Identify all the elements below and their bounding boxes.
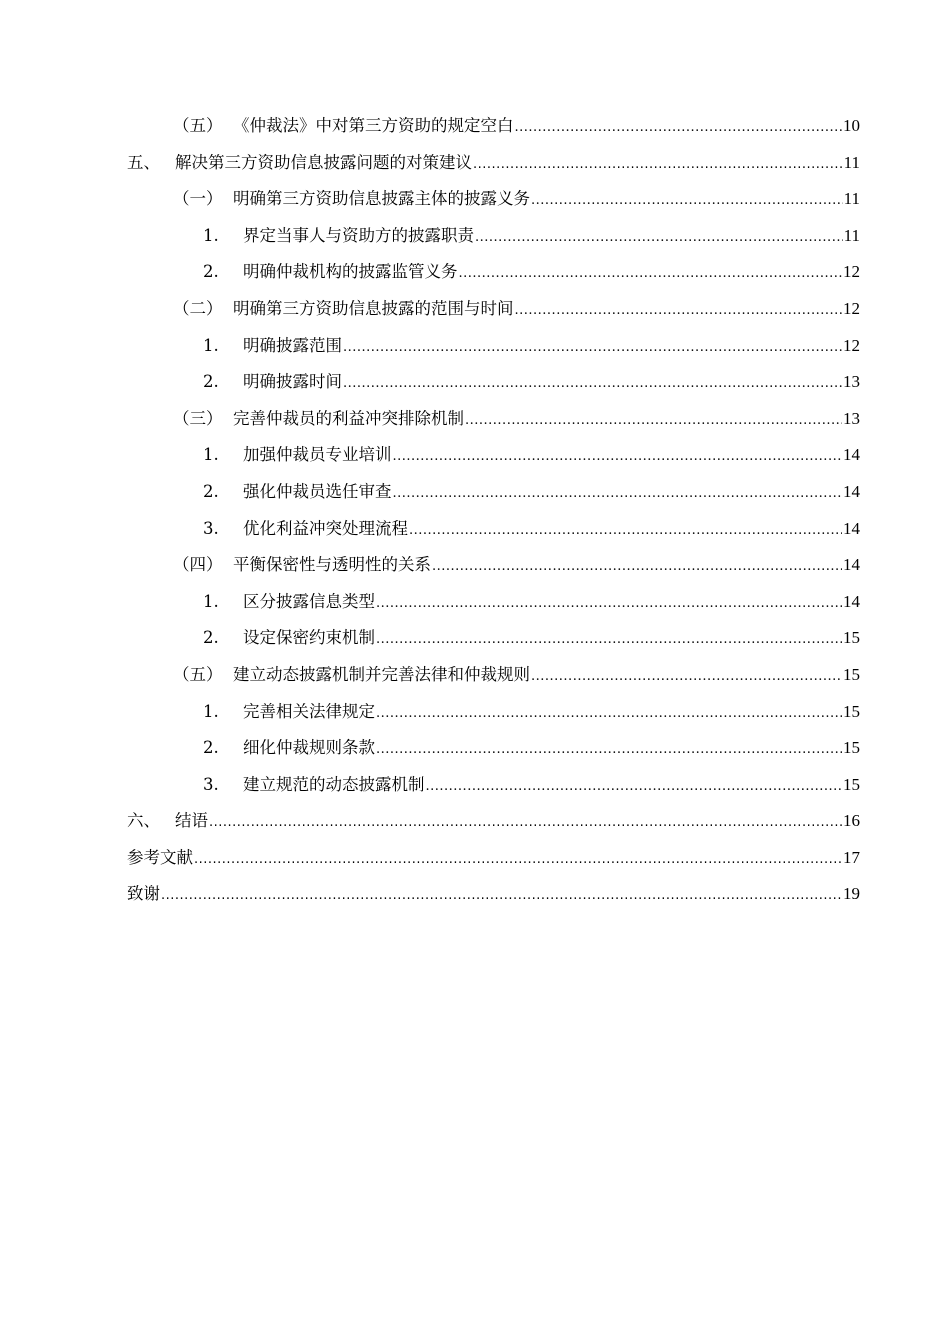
toc-entry-number: 1. [203, 225, 219, 245]
dot-leader [515, 110, 843, 147]
toc-entry-page: 12 [843, 335, 860, 355]
toc-entry-page: 14 [843, 555, 860, 575]
toc-entry-page: 12 [843, 298, 860, 318]
toc-entry-title: 参考文献 [127, 847, 193, 867]
toc-entry-number: 2. [203, 628, 219, 648]
toc-entry[interactable] [127, 401, 860, 438]
toc-entry[interactable] [127, 584, 860, 621]
toc-entry-number: 2. [203, 262, 219, 282]
toc-entry-page: 14 [843, 481, 860, 501]
toc-entry-title: 明确第三方资助信息披露主体的披露义务 [233, 189, 530, 209]
toc-entry-number: 1. [203, 701, 219, 721]
toc-entry-page: 14 [843, 445, 860, 465]
toc-entry-title: 明确仲裁机构的披露监管义务 [243, 262, 458, 282]
toc-entry-page: 15 [843, 628, 860, 648]
toc-entry-title: 解决第三方资助信息披露问题的对策建议 [175, 152, 472, 172]
toc-entry[interactable] [127, 364, 860, 401]
toc-entry[interactable] [127, 181, 860, 218]
toc-entry-number: 2. [203, 372, 219, 392]
dot-leader [376, 622, 842, 659]
dot-leader [515, 293, 843, 330]
toc-entry[interactable] [127, 145, 860, 182]
dot-leader [343, 330, 842, 367]
toc-entry-title: 优化利益冲突处理流程 [243, 518, 408, 538]
toc-entry[interactable] [127, 803, 860, 840]
toc-entry[interactable] [127, 437, 860, 474]
toc-entry-number: （四） [173, 555, 223, 575]
toc-entry[interactable] [127, 730, 860, 767]
toc-entry-page: 13 [843, 372, 860, 392]
toc-entry-number: 1. [203, 445, 219, 465]
toc-entry-page: 15 [843, 701, 860, 721]
toc-entry-title: 致谢 [127, 884, 160, 904]
toc-entry-title: 明确第三方资助信息披露的范围与时间 [233, 298, 514, 318]
toc-entry[interactable] [127, 876, 860, 913]
dot-leader [531, 659, 842, 696]
toc-entry[interactable] [127, 657, 860, 694]
toc-entry-page: 14 [843, 518, 860, 538]
toc-entry-page: 15 [843, 738, 860, 758]
toc-entry[interactable] [127, 694, 860, 731]
toc-entry-title: 完善相关法律规定 [243, 701, 375, 721]
toc-entry-number: 2. [203, 738, 219, 758]
toc-entry-page: 15 [843, 664, 860, 684]
dot-leader [194, 842, 842, 879]
dot-leader [465, 403, 842, 440]
toc-entry-number: 五、 [127, 152, 160, 172]
dot-leader [161, 878, 842, 915]
toc-entry[interactable] [127, 767, 860, 804]
toc-entry-title: 细化仲裁规则条款 [243, 738, 375, 758]
toc-entry-page: 10 [843, 116, 860, 135]
dot-leader [459, 256, 843, 293]
toc-entry-number: （一） [173, 189, 223, 209]
toc-entry-number: 3. [203, 518, 219, 538]
toc-entry-page: 14 [843, 591, 860, 611]
dot-leader [475, 220, 843, 257]
toc-entry-number: 3. [203, 774, 219, 794]
toc-entry-page: 15 [843, 774, 860, 794]
toc-entry-page: 12 [843, 262, 860, 282]
dot-leader [393, 476, 843, 513]
toc-entry[interactable] [127, 291, 860, 328]
toc-entry-number: 1. [203, 591, 219, 611]
toc-entry-title: 区分披露信息类型 [243, 591, 375, 611]
toc-entry-title: 结语 [175, 811, 208, 831]
dot-leader [432, 549, 842, 586]
dot-leader [376, 586, 842, 623]
dot-leader [426, 769, 843, 806]
toc-entry-title: 建立动态披露机制并完善法律和仲裁规则 [233, 664, 530, 684]
toc-entry-number: （五） [173, 664, 223, 684]
toc-entry-title: 《仲裁法》中对第三方资助的规定空白 [233, 116, 514, 135]
toc-entry-title: 明确披露时间 [243, 372, 342, 392]
toc-entry-title: 明确披露范围 [243, 335, 342, 355]
toc-entry-page: 16 [843, 811, 860, 831]
toc-entry[interactable] [127, 254, 860, 291]
toc-entry[interactable] [127, 620, 860, 657]
toc-entry-page: 17 [843, 847, 860, 867]
toc-entry-title: 平衡保密性与透明性的关系 [233, 555, 431, 575]
dot-leader [531, 183, 843, 220]
toc-entry-number: 六、 [127, 811, 160, 831]
toc-entry-title: 设定保密约束机制 [243, 628, 375, 648]
toc-entry-page: 19 [843, 884, 860, 904]
toc-entry-title: 强化仲裁员选任审查 [243, 481, 392, 501]
dot-leader [409, 513, 842, 550]
toc-entry-number: （三） [173, 408, 223, 428]
toc-entry-title: 加强仲裁员专业培训 [243, 445, 392, 465]
toc-entry[interactable] [127, 328, 860, 365]
dot-leader [209, 805, 842, 842]
toc-entry-number: （二） [173, 298, 223, 318]
dot-leader [376, 732, 842, 769]
toc-entry-title: 完善仲裁员的利益冲突排除机制 [233, 408, 464, 428]
toc-entry-page: 13 [843, 408, 860, 428]
toc-entry-title: 建立规范的动态披露机制 [243, 774, 425, 794]
toc-entry-number: 2. [203, 481, 219, 501]
dot-leader [343, 366, 842, 403]
toc-entry-page: 11 [843, 225, 860, 245]
dot-leader [393, 439, 843, 476]
toc-entry-number: （五） [173, 116, 223, 135]
toc-entry[interactable] [127, 840, 860, 877]
toc-entry-page: 11 [843, 152, 860, 172]
toc-entry-title: 界定当事人与资助方的披露职责 [243, 225, 474, 245]
toc-entry[interactable] [127, 511, 860, 548]
toc-entry[interactable] [127, 474, 860, 511]
toc-entry-page: 11 [843, 189, 860, 209]
toc-entry-number: 1. [203, 335, 219, 355]
table-of-contents [127, 108, 860, 913]
dot-leader [473, 147, 843, 184]
toc-entry[interactable] [127, 108, 860, 145]
toc-entry[interactable] [127, 218, 860, 255]
toc-entry[interactable] [127, 547, 860, 584]
dot-leader [376, 696, 842, 733]
